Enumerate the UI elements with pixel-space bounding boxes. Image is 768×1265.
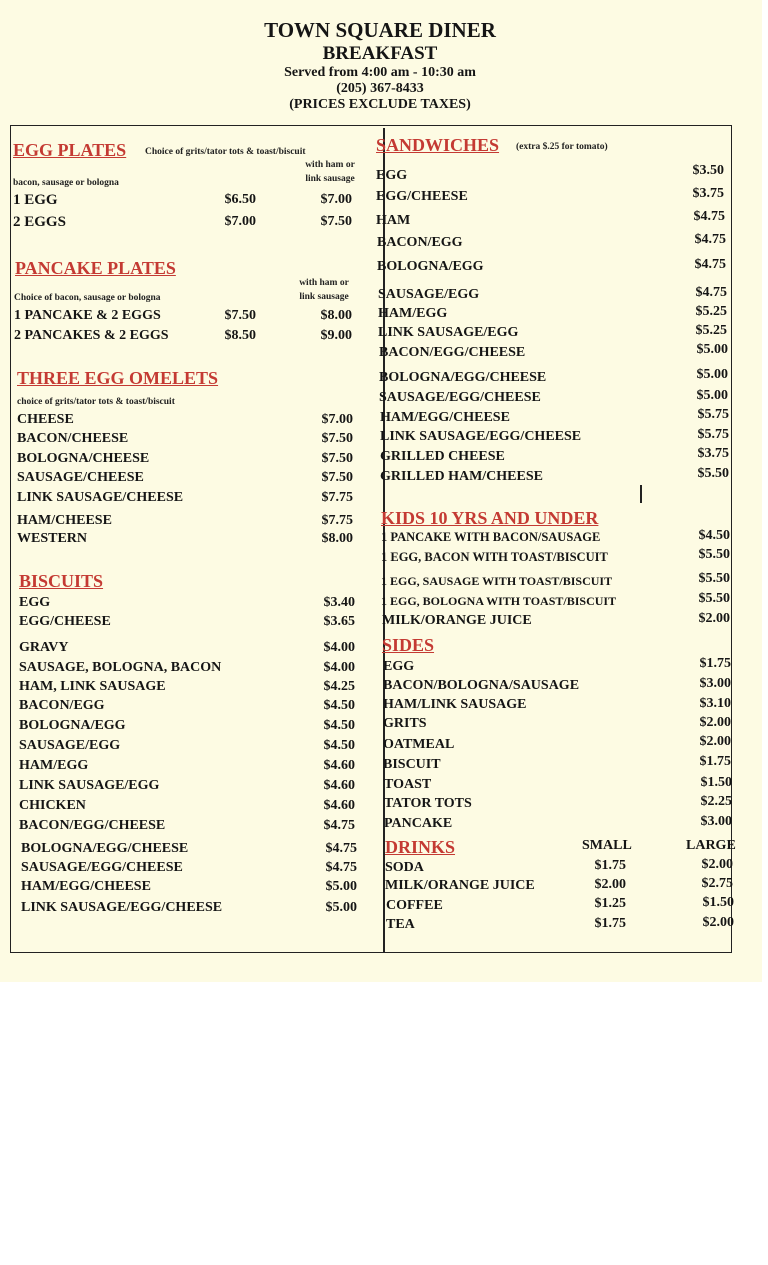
drink-small-price: $1.25 [594, 896, 626, 911]
menu-item-name: BISCUIT [383, 757, 441, 772]
menu-item-name: SODA [385, 860, 424, 875]
menu-item-price: $5.50 [698, 571, 730, 586]
menu-item-price: $5.50 [698, 547, 730, 562]
menu-item-name: GRITS [383, 716, 427, 731]
menu-item-name: LINK SAUSAGE/CHEESE [17, 490, 184, 505]
menu-item-price: $6.50 [224, 192, 256, 207]
menu-item-name: WESTERN [17, 531, 88, 546]
menu-item-price: $4.50 [323, 738, 355, 753]
menu-item-price: $7.00 [224, 214, 256, 229]
menu-item-price: $3.10 [699, 696, 731, 711]
menu-item-name: COFFEE [386, 898, 443, 913]
menu-item-name: BACON/EGG/CHEESE [19, 818, 166, 833]
menu-item-price: $5.00 [696, 388, 728, 403]
menu-item-price: $4.75 [693, 209, 725, 224]
menu-item-price: $5.25 [695, 304, 727, 319]
menu-item-name: LINK SAUSAGE/EGG [378, 325, 519, 340]
menu-item-price: $7.50 [224, 308, 256, 323]
menu-item-name: SAUSAGE/EGG/CHEESE [21, 860, 183, 875]
menu-item-name: SAUSAGE/EGG/CHEESE [379, 390, 541, 405]
diner-name: TOWN SQUARE DINER [264, 18, 496, 42]
menu-item-price: $4.60 [323, 798, 355, 813]
menu-item-price: $7.75 [321, 490, 353, 505]
menu-item-name: SAUSAGE/CHEESE [17, 470, 144, 485]
menu-item-name: GRILLED CHEESE [380, 449, 505, 464]
menu-item-price: $3.40 [323, 595, 355, 610]
phone-number: (205) 367-8433 [336, 81, 424, 96]
menu-item-name: EGG/CHEESE [19, 614, 111, 629]
menu-item-price-ham: $7.00 [320, 192, 352, 207]
menu-item-price: $7.00 [321, 412, 353, 427]
menu-item-price: $4.50 [323, 718, 355, 733]
drink-large-price: $1.50 [702, 895, 734, 910]
menu-item-price-ham: $7.50 [320, 214, 352, 229]
menu-item-price: $5.75 [697, 427, 729, 442]
menu-item-name: HAM [376, 213, 411, 228]
menu-item-name: EGG [19, 595, 51, 610]
omelets-title: THREE EGG OMELETS [17, 368, 219, 388]
menu-item-price: $3.75 [692, 186, 724, 201]
menu-item-name: 1 EGG, SAUSAGE WITH TOAST/BISCUIT [381, 574, 613, 588]
menu-item-name: HAM/EGG/CHEESE [21, 879, 151, 894]
menu-item-price: $5.00 [696, 342, 728, 357]
menu-item-price: $1.50 [700, 775, 732, 790]
tax-note: (PRICES EXCLUDE TAXES) [289, 97, 471, 112]
serving-hours: Served from 4:00 am - 10:30 am [284, 65, 476, 80]
menu-item-name: BACON/EGG [19, 698, 105, 713]
menu-item-name: BOLOGNA/EGG/CHEESE [379, 370, 547, 385]
pancake-plates-col-header: with ham or link sausage [299, 278, 349, 302]
menu-item-name: GRILLED HAM/CHEESE [380, 469, 543, 484]
menu-item-name: 2 EGGS [13, 214, 66, 230]
menu-item-price: $3.50 [692, 163, 724, 178]
menu-item-name: EGG/CHEESE [376, 189, 468, 204]
menu-item-name: HAM/EGG/CHEESE [380, 410, 510, 425]
menu-item-name: MILK/ORANGE JUICE [382, 613, 532, 628]
menu-item-price: $4.75 [323, 818, 355, 833]
menu-item-price: $4.75 [695, 285, 727, 300]
pancake-plates-title: PANCAKE PLATES [15, 258, 176, 278]
egg-plates-sub-note: bacon, sausage or bologna [13, 178, 119, 188]
menu-item-price: $2.00 [699, 734, 731, 749]
menu-item-name: EGG [383, 659, 415, 674]
menu-item-name: 2 PANCAKES & 2 EGGS [14, 328, 169, 343]
menu-item-name: SAUSAGE/EGG [378, 287, 480, 302]
menu-item-name: HAM/EGG [378, 306, 448, 321]
egg-plates-note: Choice of grits/tator tots & toast/biscuit [145, 147, 306, 157]
menu-item-name: TOAST [384, 777, 432, 792]
menu-item-name: TEA [386, 917, 415, 932]
menu-item-name: BOLOGNA/EGG [19, 718, 126, 733]
egg-plates-title: EGG PLATES [13, 140, 127, 160]
drink-large-price: $2.00 [701, 857, 733, 872]
menu-item-price: $7.50 [321, 431, 353, 446]
menu-item-name: 1 EGG [13, 192, 58, 208]
menu-item-price: $2.00 [698, 611, 730, 626]
menu-item-name: HAM/CHEESE [17, 513, 112, 528]
menu-item-name: LINK SAUSAGE/EGG [19, 778, 160, 793]
menu-item-price: $4.25 [323, 679, 355, 694]
drink-small-price: $2.00 [594, 877, 626, 892]
menu-item-name: BOLOGNA/EGG/CHEESE [21, 841, 189, 856]
menu-item-name: BACON/EGG [377, 235, 463, 250]
menu-item-price: $7.75 [321, 513, 353, 528]
kids-title: KIDS 10 YRS AND UNDER [381, 508, 599, 528]
menu-item-price: $4.00 [323, 660, 355, 675]
menu-item-price: $1.75 [699, 754, 731, 769]
menu-item-name: BACON/BOLOGNA/SAUSAGE [383, 678, 580, 693]
sandwiches-note: (extra $.25 for tomato) [516, 142, 608, 152]
menu-item-price: $3.75 [697, 446, 729, 461]
drink-large-price: $2.75 [701, 876, 733, 891]
sides-title: SIDES [382, 635, 435, 655]
menu-item-price: $5.75 [697, 407, 729, 422]
menu-item-price: $5.00 [325, 900, 357, 915]
menu-item-name: BOLOGNA/EGG [377, 259, 484, 274]
menu-item-price: $4.75 [325, 841, 357, 856]
menu-item-price: $3.65 [323, 614, 355, 629]
menu-item-name: GRAVY [19, 640, 69, 655]
drink-large-price: $2.00 [702, 915, 734, 930]
divider-mark [640, 485, 642, 503]
drink-small-price: $1.75 [594, 916, 626, 931]
menu-item-price: $8.50 [224, 328, 256, 343]
menu-item-price: $5.50 [698, 591, 730, 606]
menu-item-price: $1.75 [699, 656, 731, 671]
drinks-small-header: SMALL [582, 838, 632, 853]
menu-item-price-ham: $9.00 [320, 328, 352, 343]
menu-item-name: EGG [376, 168, 408, 183]
meal-title: BREAKFAST [322, 43, 438, 64]
menu-item-name: HAM/LINK SAUSAGE [383, 697, 527, 712]
menu-item-price: $4.75 [694, 257, 726, 272]
menu-item-price: $5.00 [696, 367, 728, 382]
menu-item-price: $4.50 [698, 528, 730, 543]
menu-item-price-ham: $8.00 [320, 308, 352, 323]
menu-item-price: $4.50 [323, 698, 355, 713]
menu-item-price: $3.00 [700, 814, 732, 829]
menu-item-name: CHEESE [17, 412, 74, 427]
drinks-large-header: LARGE [686, 838, 736, 853]
menu-item-price: $3.00 [699, 676, 731, 691]
menu-item-name: OATMEAL [383, 737, 455, 752]
menu-item-name: 1 PANCAKE & 2 EGGS [14, 308, 161, 323]
menu-item-name: HAM, LINK SAUSAGE [19, 679, 166, 694]
menu-item-name: 1 EGG, BACON WITH TOAST/BISCUIT [381, 550, 608, 564]
menu-item-price: $4.60 [323, 758, 355, 773]
menu-item-name: SAUSAGE/EGG [19, 738, 121, 753]
menu-item-price: $7.50 [321, 451, 353, 466]
menu-item-price: $5.50 [697, 466, 729, 481]
pancake-plates-note: Choice of bacon, sausage or bologna [14, 293, 161, 303]
menu-item-name: HAM/EGG [19, 758, 89, 773]
menu-item-name: 1 PANCAKE WITH BACON/SAUSAGE [381, 530, 601, 544]
menu-item-name: LINK SAUSAGE/EGG/CHEESE [21, 900, 223, 915]
drink-small-price: $1.75 [594, 858, 626, 873]
menu-item-name: CHICKEN [19, 798, 86, 813]
menu-item-name: SAUSAGE, BOLOGNA, BACON [19, 660, 222, 675]
menu-item-price: $4.00 [323, 640, 355, 655]
biscuits-title: BISCUITS [19, 571, 104, 591]
menu-item-name: BACON/EGG/CHEESE [379, 345, 526, 360]
menu-item-name: PANCAKE [384, 816, 453, 831]
menu-item-price: $2.00 [699, 715, 731, 730]
menu-item-price: $5.25 [695, 323, 727, 338]
menu-item-price: $4.75 [694, 232, 726, 247]
menu-item-name: MILK/ORANGE JUICE [385, 878, 535, 893]
omelets-note: choice of grits/tator tots & toast/biscuit [17, 397, 175, 407]
sandwiches-title: SANDWICHES [376, 135, 500, 155]
menu-item-name: BOLOGNA/CHEESE [17, 451, 150, 466]
drinks-title: DRINKS [385, 837, 456, 857]
menu-item-name: TATOR TOTS [384, 796, 472, 811]
menu-item-name: BACON/CHEESE [17, 431, 129, 446]
menu-item-price: $4.60 [323, 778, 355, 793]
menu-item-price: $7.50 [321, 470, 353, 485]
menu-item-name: LINK SAUSAGE/EGG/CHEESE [380, 429, 582, 444]
menu-item-price: $4.75 [325, 860, 357, 875]
menu-item-price: $5.00 [325, 879, 357, 894]
menu-item-price: $2.25 [700, 794, 732, 809]
menu-item-price: $8.00 [321, 531, 353, 546]
egg-plates-col-header: with ham or link sausage [305, 160, 355, 184]
menu-item-name: 1 EGG, BOLOGNA WITH TOAST/BISCUIT [381, 594, 617, 608]
